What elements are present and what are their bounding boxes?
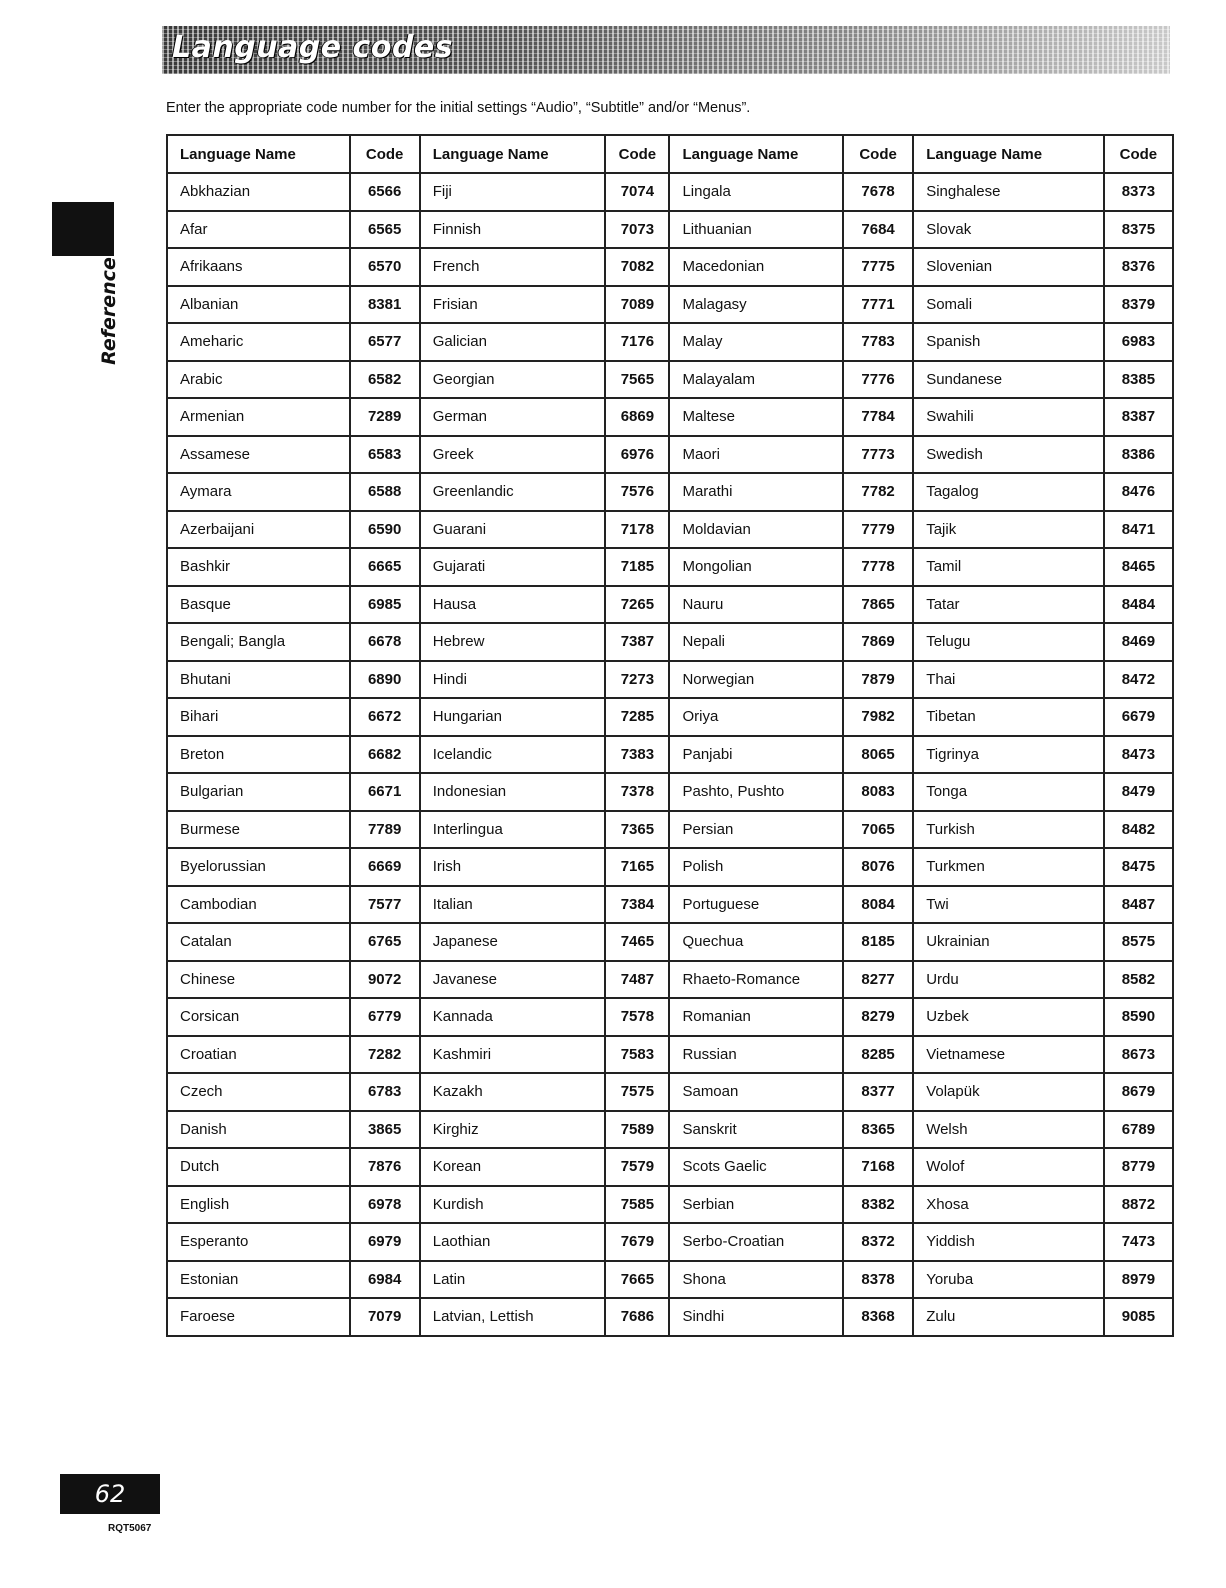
language-name-cell: Singhalese	[913, 173, 1104, 211]
language-code-cell: 8475	[1104, 848, 1173, 886]
language-code-cell: 6590	[350, 511, 420, 549]
language-name-cell: Danish	[167, 1111, 350, 1149]
language-name-cell: Pashto, Pushto	[669, 773, 843, 811]
language-name-cell: Italian	[420, 886, 606, 924]
language-code-cell: 7074	[605, 173, 669, 211]
language-code-cell: 7778	[843, 548, 913, 586]
language-code-cell: 7578	[605, 998, 669, 1036]
language-name-cell: Indonesian	[420, 773, 606, 811]
language-code-cell: 7583	[605, 1036, 669, 1074]
header-code: Code	[843, 135, 913, 173]
table-row	[167, 886, 1173, 924]
language-code-cell: 8378	[843, 1261, 913, 1299]
language-name-cell: Shona	[669, 1261, 843, 1299]
language-code-cell: 7865	[843, 586, 913, 624]
language-name-cell: Kurdish	[420, 1186, 606, 1224]
language-code-cell: 7365	[605, 811, 669, 849]
language-code-cell: 8279	[843, 998, 913, 1036]
language-name-cell: Aymara	[167, 473, 350, 511]
language-code-cell: 8368	[843, 1298, 913, 1336]
language-name-cell: Estonian	[167, 1261, 350, 1299]
language-name-cell: Yiddish	[913, 1223, 1104, 1261]
language-code-cell: 7575	[605, 1073, 669, 1111]
language-name-cell: Samoan	[669, 1073, 843, 1111]
language-code-cell: 8386	[1104, 436, 1173, 474]
language-name-cell: Romanian	[669, 998, 843, 1036]
table-row	[167, 1073, 1173, 1111]
language-code-cell: 8365	[843, 1111, 913, 1149]
language-name-cell: Kannada	[420, 998, 606, 1036]
language-code-cell: 8373	[1104, 173, 1173, 211]
language-code-cell: 8372	[843, 1223, 913, 1261]
language-name-cell: Basque	[167, 586, 350, 624]
language-name-cell: Malayalam	[669, 361, 843, 399]
language-code-cell: 7465	[605, 923, 669, 961]
language-name-cell: Somali	[913, 286, 1104, 324]
language-name-cell: Panjabi	[669, 736, 843, 774]
page-number: 62	[60, 1474, 160, 1514]
language-code-cell: 6588	[350, 473, 420, 511]
language-name-cell: Corsican	[167, 998, 350, 1036]
language-code-cell: 7982	[843, 698, 913, 736]
language-name-cell: Afar	[167, 211, 350, 249]
language-name-cell: Arabic	[167, 361, 350, 399]
table-row	[167, 1036, 1173, 1074]
header-language-name: Language Name	[167, 135, 350, 173]
language-code-cell: 7265	[605, 586, 669, 624]
language-code-cell: 6672	[350, 698, 420, 736]
language-name-cell: Latvian, Lettish	[420, 1298, 606, 1336]
language-code-cell: 8779	[1104, 1148, 1173, 1186]
language-code-cell: 7565	[605, 361, 669, 399]
language-name-cell: Yoruba	[913, 1261, 1104, 1299]
language-name-cell: Urdu	[913, 961, 1104, 999]
language-name-cell: Hindi	[420, 661, 606, 699]
language-name-cell: Byelorussian	[167, 848, 350, 886]
language-code-cell: 7176	[605, 323, 669, 361]
language-code-cell: 8076	[843, 848, 913, 886]
language-code-cell: 7185	[605, 548, 669, 586]
language-code-cell: 8479	[1104, 773, 1173, 811]
language-name-cell: Nepali	[669, 623, 843, 661]
language-name-cell: Sindhi	[669, 1298, 843, 1336]
language-name-cell: Chinese	[167, 961, 350, 999]
language-name-cell: Norwegian	[669, 661, 843, 699]
document-code: RQT5067	[108, 1523, 152, 1534]
language-code-cell: 8387	[1104, 398, 1173, 436]
language-code-cell: 6779	[350, 998, 420, 1036]
language-code-cell: 6570	[350, 248, 420, 286]
language-name-cell: Kashmiri	[420, 1036, 606, 1074]
language-name-cell: Tonga	[913, 773, 1104, 811]
language-name-cell: Maltese	[669, 398, 843, 436]
language-name-cell: Greek	[420, 436, 606, 474]
language-code-cell: 7178	[605, 511, 669, 549]
table-row	[167, 473, 1173, 511]
language-name-cell: Finnish	[420, 211, 606, 249]
language-name-cell: Bashkir	[167, 548, 350, 586]
language-name-cell: Lingala	[669, 173, 843, 211]
language-name-cell: Fiji	[420, 173, 606, 211]
language-name-cell: Serbian	[669, 1186, 843, 1224]
language-code-cell: 8385	[1104, 361, 1173, 399]
language-name-cell: Tagalog	[913, 473, 1104, 511]
language-name-cell: Marathi	[669, 473, 843, 511]
language-code-cell: 7273	[605, 661, 669, 699]
language-code-cell: 8083	[843, 773, 913, 811]
language-name-cell: Malagasy	[669, 286, 843, 324]
table-body	[167, 173, 1173, 1336]
language-code-cell: 8185	[843, 923, 913, 961]
language-name-cell: Azerbaijani	[167, 511, 350, 549]
language-name-cell: English	[167, 1186, 350, 1224]
language-code-cell: 7775	[843, 248, 913, 286]
language-name-cell: Twi	[913, 886, 1104, 924]
language-name-cell: Faroese	[167, 1298, 350, 1336]
language-name-cell: Catalan	[167, 923, 350, 961]
language-name-cell: Portuguese	[669, 886, 843, 924]
language-code-cell: 7678	[843, 173, 913, 211]
language-code-cell: 8471	[1104, 511, 1173, 549]
language-code-cell: 7082	[605, 248, 669, 286]
language-code-cell: 6582	[350, 361, 420, 399]
language-code-cell: 6566	[350, 173, 420, 211]
table-row	[167, 248, 1173, 286]
language-name-cell: Bihari	[167, 698, 350, 736]
language-code-cell: 6682	[350, 736, 420, 774]
language-name-cell: Latin	[420, 1261, 606, 1299]
language-code-cell: 7282	[350, 1036, 420, 1074]
language-code-cell: 7168	[843, 1148, 913, 1186]
language-name-cell: Croatian	[167, 1036, 350, 1074]
language-name-cell: Armenian	[167, 398, 350, 436]
table-row	[167, 923, 1173, 961]
table-row	[167, 511, 1173, 549]
language-name-cell: Assamese	[167, 436, 350, 474]
language-name-cell: Swahili	[913, 398, 1104, 436]
table-row	[167, 173, 1173, 211]
table-row	[167, 586, 1173, 624]
language-code-cell: 8382	[843, 1186, 913, 1224]
language-name-cell: Burmese	[167, 811, 350, 849]
language-code-cell: 6789	[1104, 1111, 1173, 1149]
language-code-cell: 7473	[1104, 1223, 1173, 1261]
language-code-cell: 6984	[350, 1261, 420, 1299]
language-code-cell: 7383	[605, 736, 669, 774]
language-name-cell: Gujarati	[420, 548, 606, 586]
language-name-cell: Greenlandic	[420, 473, 606, 511]
header-code: Code	[1104, 135, 1173, 173]
language-code-cell: 8582	[1104, 961, 1173, 999]
language-code-cell: 3865	[350, 1111, 420, 1149]
header-code: Code	[350, 135, 420, 173]
language-name-cell: Tigrinya	[913, 736, 1104, 774]
table-row	[167, 398, 1173, 436]
language-name-cell: Telugu	[913, 623, 1104, 661]
language-name-cell: Volapük	[913, 1073, 1104, 1111]
language-code-cell: 7387	[605, 623, 669, 661]
language-name-cell: Wolof	[913, 1148, 1104, 1186]
language-name-cell: Macedonian	[669, 248, 843, 286]
language-code-cell: 8375	[1104, 211, 1173, 249]
language-name-cell: Serbo-Croatian	[669, 1223, 843, 1261]
language-code-cell: 6978	[350, 1186, 420, 1224]
language-code-cell: 6976	[605, 436, 669, 474]
table-row	[167, 848, 1173, 886]
language-name-cell: Maori	[669, 436, 843, 474]
table-row	[167, 361, 1173, 399]
language-name-cell: Breton	[167, 736, 350, 774]
language-code-cell: 6665	[350, 548, 420, 586]
language-code-cell: 7378	[605, 773, 669, 811]
language-name-cell: Bhutani	[167, 661, 350, 699]
language-code-cell: 7789	[350, 811, 420, 849]
language-name-cell: Oriya	[669, 698, 843, 736]
language-name-cell: Slovenian	[913, 248, 1104, 286]
language-name-cell: Tamil	[913, 548, 1104, 586]
language-code-cell: 7585	[605, 1186, 669, 1224]
table-row	[167, 961, 1173, 999]
language-name-cell: Sundanese	[913, 361, 1104, 399]
language-name-cell: Galician	[420, 323, 606, 361]
language-code-cell: 7289	[350, 398, 420, 436]
table-row	[167, 1148, 1173, 1186]
table-row	[167, 211, 1173, 249]
language-name-cell: Lithuanian	[669, 211, 843, 249]
language-code-cell: 7771	[843, 286, 913, 324]
language-name-cell: Czech	[167, 1073, 350, 1111]
language-name-cell: Quechua	[669, 923, 843, 961]
language-code-cell: 8590	[1104, 998, 1173, 1036]
language-code-cell: 7285	[605, 698, 669, 736]
table-row	[167, 323, 1173, 361]
table-row	[167, 736, 1173, 774]
language-name-cell: Tatar	[913, 586, 1104, 624]
language-code-cell: 6679	[1104, 698, 1173, 736]
language-code-cell: 7589	[605, 1111, 669, 1149]
language-code-cell: 8084	[843, 886, 913, 924]
language-name-cell: Hungarian	[420, 698, 606, 736]
language-code-cell: 8673	[1104, 1036, 1173, 1074]
language-name-cell: Bulgarian	[167, 773, 350, 811]
header-code: Code	[605, 135, 669, 173]
language-code-cell: 7879	[843, 661, 913, 699]
language-name-cell: Swedish	[913, 436, 1104, 474]
language-name-cell: Tajik	[913, 511, 1104, 549]
language-code-cell: 7079	[350, 1298, 420, 1336]
language-name-cell: Polish	[669, 848, 843, 886]
language-code-cell: 8469	[1104, 623, 1173, 661]
language-code-cell: 6671	[350, 773, 420, 811]
language-name-cell: Javanese	[420, 961, 606, 999]
language-name-cell: Malay	[669, 323, 843, 361]
title-banner	[162, 26, 1170, 74]
language-name-cell: Guarani	[420, 511, 606, 549]
language-code-cell: 8277	[843, 961, 913, 999]
language-code-cell: 8285	[843, 1036, 913, 1074]
language-code-cell: 8379	[1104, 286, 1173, 324]
page-title: Language codes	[172, 30, 454, 65]
language-code-cell: 8575	[1104, 923, 1173, 961]
table-row	[167, 436, 1173, 474]
language-code-cell: 8065	[843, 736, 913, 774]
section-label: Reference	[98, 257, 120, 365]
language-code-cell: 7876	[350, 1148, 420, 1186]
language-code-cell: 7073	[605, 211, 669, 249]
language-name-cell: Kirghiz	[420, 1111, 606, 1149]
language-name-cell: Korean	[420, 1148, 606, 1186]
table-row	[167, 1111, 1173, 1149]
language-name-cell: Sanskrit	[669, 1111, 843, 1149]
language-name-cell: Interlingua	[420, 811, 606, 849]
header-language-name: Language Name	[669, 135, 843, 173]
language-code-cell: 8482	[1104, 811, 1173, 849]
table-row	[167, 1186, 1173, 1224]
language-code-cell: 7065	[843, 811, 913, 849]
language-name-cell: Cambodian	[167, 886, 350, 924]
language-code-cell: 7869	[843, 623, 913, 661]
language-code-cell: 7165	[605, 848, 669, 886]
language-name-cell: Hausa	[420, 586, 606, 624]
language-code-cell: 8487	[1104, 886, 1173, 924]
language-name-cell: Turkish	[913, 811, 1104, 849]
language-code-cell: 7577	[350, 886, 420, 924]
language-name-cell: Icelandic	[420, 736, 606, 774]
language-code-cell: 8979	[1104, 1261, 1173, 1299]
intro-text: Enter the appropriate code number for the initial settings “Audio”, “Subtitle” and/or “Menus”.	[166, 100, 751, 116]
language-code-cell: 8484	[1104, 586, 1173, 624]
language-code-cell: 8679	[1104, 1073, 1173, 1111]
language-code-cell: 7782	[843, 473, 913, 511]
language-code-cell: 6979	[350, 1223, 420, 1261]
language-name-cell: Slovak	[913, 211, 1104, 249]
table-row	[167, 1298, 1173, 1336]
table-row	[167, 1261, 1173, 1299]
language-name-cell: Afrikaans	[167, 248, 350, 286]
section-marker	[52, 202, 114, 256]
language-name-cell: Welsh	[913, 1111, 1104, 1149]
language-name-cell: Frisian	[420, 286, 606, 324]
language-name-cell: French	[420, 248, 606, 286]
language-code-cell: 6565	[350, 211, 420, 249]
language-name-cell: Moldavian	[669, 511, 843, 549]
language-code-cell: 6669	[350, 848, 420, 886]
language-code-cell: 6890	[350, 661, 420, 699]
language-name-cell: Abkhazian	[167, 173, 350, 211]
language-code-cell: 6869	[605, 398, 669, 436]
language-code-cell: 6577	[350, 323, 420, 361]
language-name-cell: Vietnamese	[913, 1036, 1104, 1074]
table-row	[167, 286, 1173, 324]
language-code-cell: 6583	[350, 436, 420, 474]
language-code-cell: 7487	[605, 961, 669, 999]
table-row	[167, 661, 1173, 699]
language-code-cell: 7773	[843, 436, 913, 474]
language-code-cell: 7679	[605, 1223, 669, 1261]
table-row	[167, 811, 1173, 849]
table-row	[167, 698, 1173, 736]
language-name-cell: Russian	[669, 1036, 843, 1074]
language-name-cell: Xhosa	[913, 1186, 1104, 1224]
language-code-cell: 7579	[605, 1148, 669, 1186]
header-language-name: Language Name	[420, 135, 606, 173]
language-name-cell: Rhaeto-Romance	[669, 961, 843, 999]
language-name-cell: Mongolian	[669, 548, 843, 586]
language-code-cell: 7779	[843, 511, 913, 549]
language-name-cell: Persian	[669, 811, 843, 849]
language-name-cell: Uzbek	[913, 998, 1104, 1036]
language-code-cell: 9085	[1104, 1298, 1173, 1336]
language-code-cell: 7576	[605, 473, 669, 511]
header-language-name: Language Name	[913, 135, 1104, 173]
table-row	[167, 1223, 1173, 1261]
table-row	[167, 548, 1173, 586]
language-name-cell: Turkmen	[913, 848, 1104, 886]
language-name-cell: German	[420, 398, 606, 436]
language-code-cell: 6678	[350, 623, 420, 661]
language-name-cell: Dutch	[167, 1148, 350, 1186]
language-code-cell: 7776	[843, 361, 913, 399]
language-code-cell: 6983	[1104, 323, 1173, 361]
language-name-cell: Tibetan	[913, 698, 1104, 736]
table-header-row	[167, 135, 1173, 173]
language-name-cell: Bengali; Bangla	[167, 623, 350, 661]
language-name-cell: Spanish	[913, 323, 1104, 361]
language-codes-table	[166, 134, 1174, 1337]
table-row	[167, 998, 1173, 1036]
language-code-cell: 8472	[1104, 661, 1173, 699]
language-code-cell: 8476	[1104, 473, 1173, 511]
language-code-cell: 8376	[1104, 248, 1173, 286]
language-name-cell: Nauru	[669, 586, 843, 624]
language-code-cell: 9072	[350, 961, 420, 999]
language-name-cell: Japanese	[420, 923, 606, 961]
language-code-cell: 7784	[843, 398, 913, 436]
language-name-cell: Thai	[913, 661, 1104, 699]
language-name-cell: Esperanto	[167, 1223, 350, 1261]
language-name-cell: Zulu	[913, 1298, 1104, 1336]
language-name-cell: Albanian	[167, 286, 350, 324]
language-code-cell: 6783	[350, 1073, 420, 1111]
language-name-cell: Kazakh	[420, 1073, 606, 1111]
table-row	[167, 773, 1173, 811]
language-code-cell: 8872	[1104, 1186, 1173, 1224]
language-code-cell: 8377	[843, 1073, 913, 1111]
language-name-cell: Irish	[420, 848, 606, 886]
language-name-cell: Ameharic	[167, 323, 350, 361]
language-code-cell: 8381	[350, 286, 420, 324]
language-code-cell: 7686	[605, 1298, 669, 1336]
language-code-cell: 7089	[605, 286, 669, 324]
language-code-cell: 8465	[1104, 548, 1173, 586]
language-name-cell: Georgian	[420, 361, 606, 399]
table-row	[167, 623, 1173, 661]
language-code-cell: 7665	[605, 1261, 669, 1299]
language-name-cell: Ukrainian	[913, 923, 1104, 961]
language-name-cell: Laothian	[420, 1223, 606, 1261]
language-name-cell: Hebrew	[420, 623, 606, 661]
language-code-cell: 6765	[350, 923, 420, 961]
language-code-cell: 8473	[1104, 736, 1173, 774]
language-name-cell: Scots Gaelic	[669, 1148, 843, 1186]
language-code-cell: 7384	[605, 886, 669, 924]
language-code-cell: 7783	[843, 323, 913, 361]
language-code-cell: 6985	[350, 586, 420, 624]
language-code-cell: 7684	[843, 211, 913, 249]
